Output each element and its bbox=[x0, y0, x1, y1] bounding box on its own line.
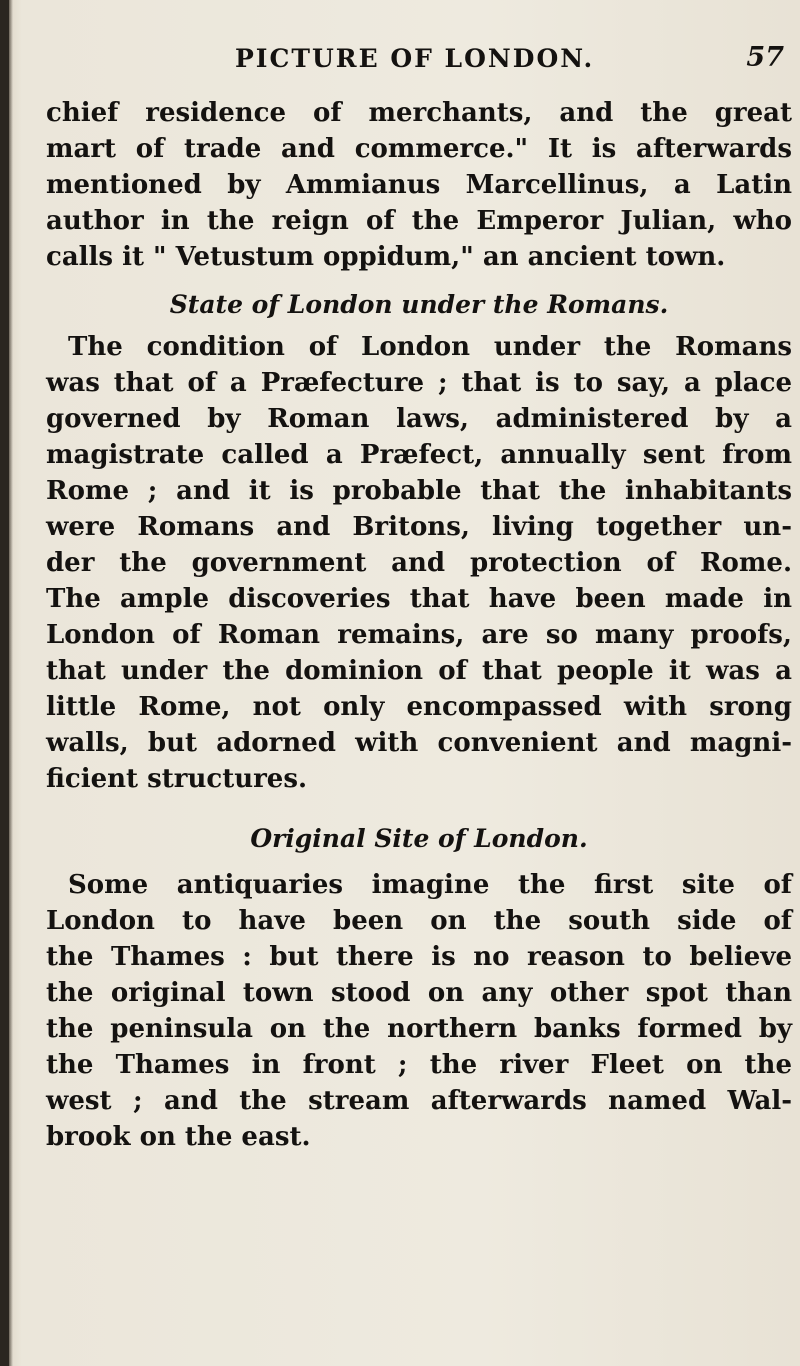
text-line: walls, but adorned with convenient and magni- bbox=[46, 728, 792, 758]
text-line: magistrate called a Præfect, annually sent from bbox=[46, 440, 792, 470]
section-heading-original-site: Original Site of London. bbox=[250, 824, 588, 853]
text-line: west ; and the stream afterwards named Wal- bbox=[46, 1086, 792, 1116]
text-line: the peninsula on the northern banks formed by bbox=[46, 1014, 792, 1044]
text-line: author in the reign of the Emperor Julian, who bbox=[46, 206, 792, 236]
text-line: were Romans and Britons, living together un- bbox=[46, 512, 792, 542]
paragraph-romans bbox=[46, 329, 792, 797]
page-number: 57 bbox=[746, 42, 784, 73]
text-line: mentioned by Ammianus Marcellinus, a Latin bbox=[46, 170, 792, 200]
body-text bbox=[46, 95, 792, 1155]
paragraph-continuation bbox=[46, 95, 792, 275]
binding-shadow bbox=[9, 0, 13, 1366]
text-line: mart of trade and commerce." It is afterwards bbox=[46, 134, 792, 164]
book-binding-edge bbox=[0, 0, 9, 1366]
text-line: ficient structures. bbox=[46, 764, 308, 794]
running-head: PICTURE OF LONDON. bbox=[235, 44, 595, 73]
text-line: the original town stood on any other spot than bbox=[46, 978, 792, 1008]
text-line: Some antiquaries imagine the first site of bbox=[68, 870, 792, 900]
text-line: little Rome, not only encompassed with srong bbox=[46, 692, 792, 722]
page-header bbox=[40, 44, 790, 84]
text-line: London of Roman remains, are so many proofs, bbox=[46, 620, 792, 650]
text-line: chief residence of merchants, and the great bbox=[46, 98, 792, 128]
paragraph-original-site bbox=[46, 867, 792, 1155]
text-line: governed by Roman laws, administered by a bbox=[46, 404, 792, 434]
text-line: the Thames : but there is no reason to believe bbox=[46, 942, 792, 972]
text-line: was that of a Præfecture ; that is to say, a place bbox=[46, 368, 792, 398]
text-line: brook on the east. bbox=[46, 1122, 311, 1152]
text-line: The ample discoveries that have been made in bbox=[46, 584, 792, 614]
text-line: The condition of London under the Romans bbox=[68, 332, 792, 362]
text-line: the Thames in front ; the river Fleet on the bbox=[46, 1050, 792, 1080]
text-line: Rome ; and it is probable that the inhabitants bbox=[46, 476, 792, 506]
text-line: that under the dominion of that people it was a bbox=[46, 656, 792, 686]
text-line: calls it " Vetustum oppidum," an ancient town. bbox=[46, 242, 726, 272]
text-line: der the government and protection of Rome. bbox=[46, 548, 792, 578]
text-line: London to have been on the south side of bbox=[46, 906, 792, 936]
section-heading-romans: State of London under the Romans. bbox=[169, 290, 669, 319]
